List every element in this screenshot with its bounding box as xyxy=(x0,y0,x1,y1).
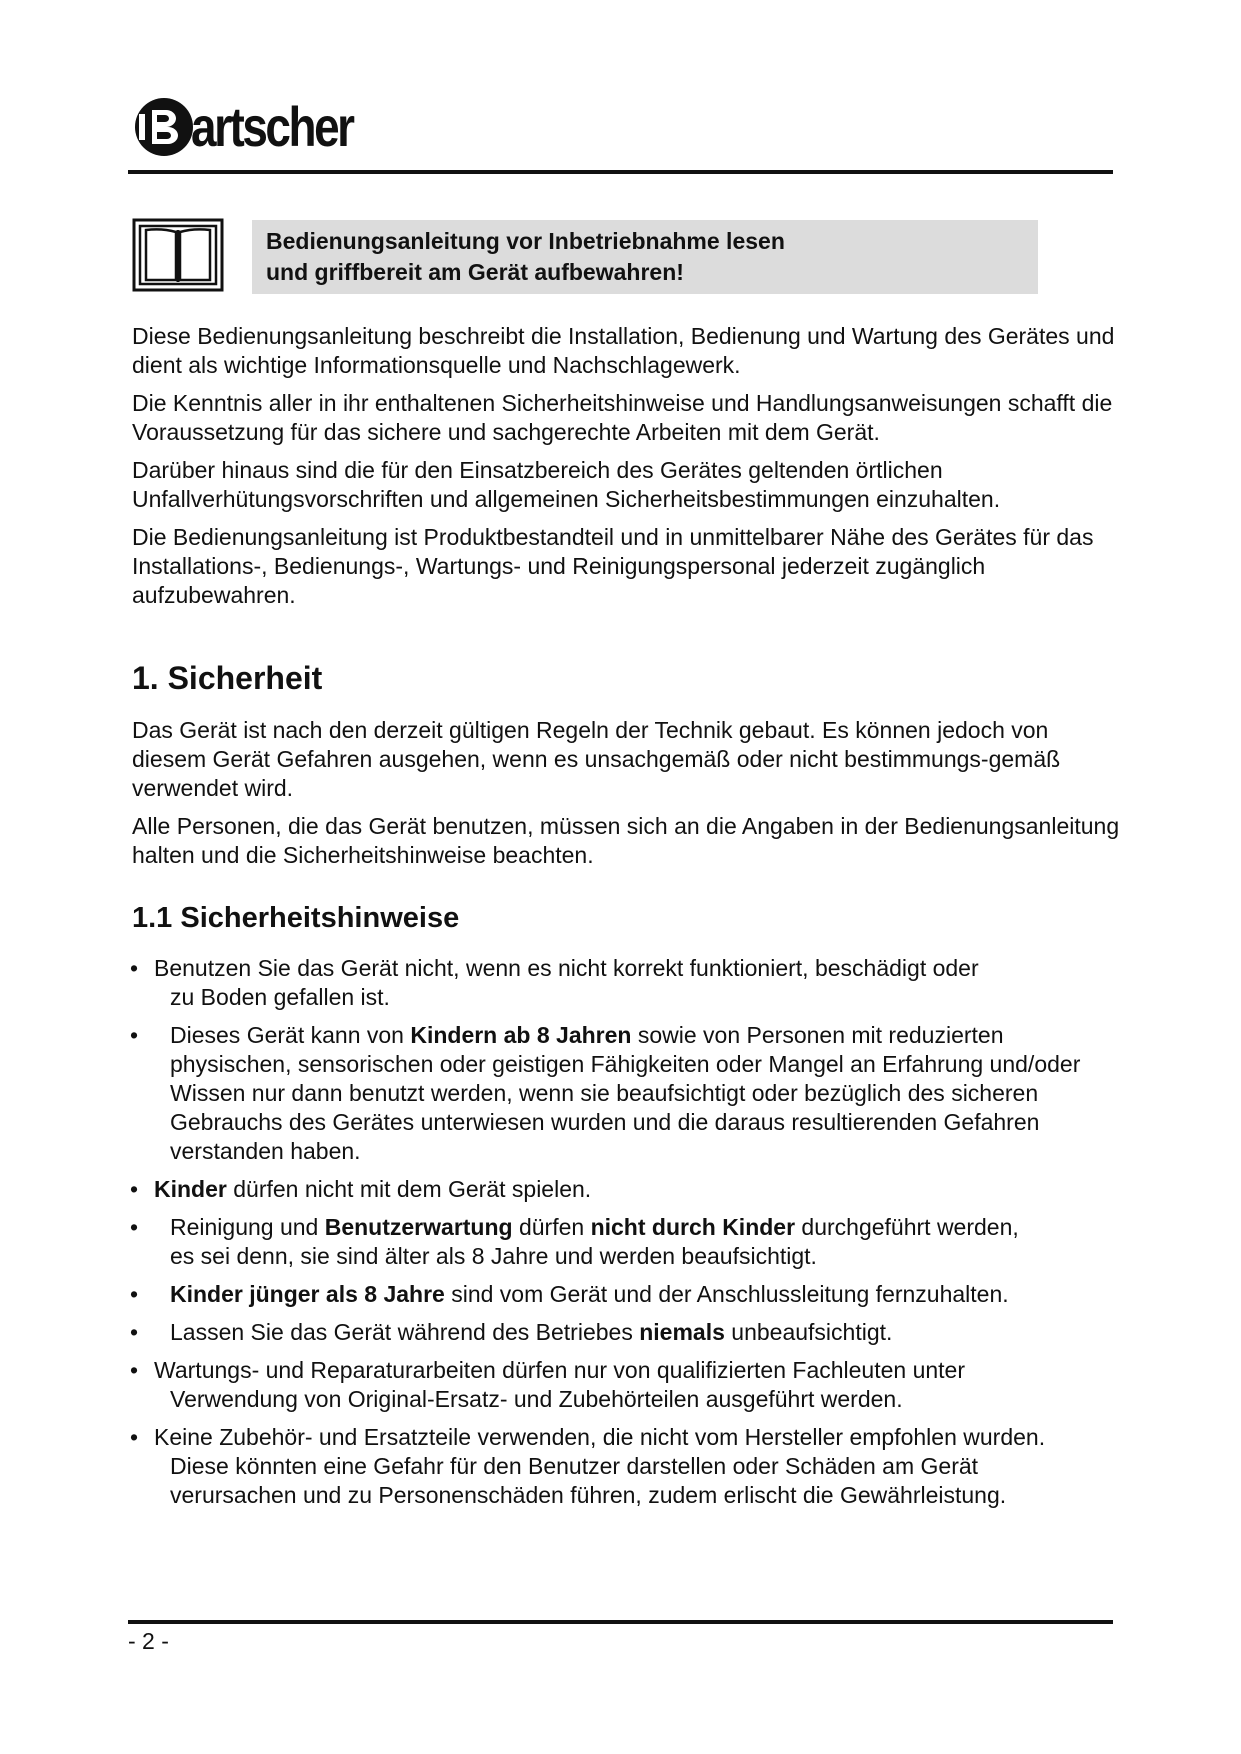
bullet-text: physischen, sensorischen oder geistigen Fähigkeiten oder Mangel an Erfahrung und/oder Wissen nur dann benutzt werden, wenn sie beaufsichtigt oder bezüglich des sicheren Gebrauchs des Gerätes unterwiesen wurden und die daraus resultierenden Gefahren verstanden haben. xyxy=(170,1051,1081,1164)
list-item xyxy=(128,1356,1138,1414)
bullet-text: Lassen Sie das Gerät während des Betriebes niemals unbeaufsichtigt. xyxy=(170,1319,893,1345)
notice-line-2: und griffbereit am Gerät aufbewahren! xyxy=(266,259,684,285)
bullet-icon: • xyxy=(130,1319,139,1345)
bullet-text: Wartungs- und Reparaturarbeiten dürfen nur von qualifizierten Fachleuten unter xyxy=(154,1357,966,1383)
list-item xyxy=(128,954,1138,1012)
intro-paragraph: Diese Bedienungsanleitung beschreibt die Installation, Bedienung und Wartung des Gerätes und dient als wichtige Informationsquelle und Nachschlagewerk. xyxy=(132,323,1115,378)
intro-text xyxy=(132,322,1132,619)
list-item xyxy=(128,1021,1138,1166)
brand-wordmark: artscher xyxy=(191,95,353,158)
bullet-text: Reinigung und Benutzerwartung dürfen nicht durch Kinder durchgeführt werden, xyxy=(170,1214,1019,1240)
bullet-icon: • xyxy=(130,955,139,981)
notice-line-1: Bedienungsanleitung vor Inbetriebnahme lesen xyxy=(266,228,785,254)
bullet-text: Keine Zubehör- und Ersatzteile verwenden, die nicht vom Hersteller empfohlen wurden. xyxy=(154,1424,1046,1450)
list-item xyxy=(128,1423,1138,1510)
bullet-icon: • xyxy=(130,1281,139,1307)
safety-bullet-list xyxy=(128,954,1138,1519)
section1-paragraph: Alle Personen, die das Gerät benutzen, müssen sich an die Angaben in der Bedienungsanleitung halten und die Sicherheitshinweise beachten. xyxy=(132,813,1120,868)
bullet-text: Kinder jünger als 8 Jahre sind vom Gerät und der Anschlussleitung fernzuhalten. xyxy=(170,1281,1009,1307)
bullet-text: Benutzen Sie das Gerät nicht, wenn es nicht korrekt funktioniert, beschädigt oder xyxy=(154,955,979,981)
bullet-text: Diese könnten eine Gefahr für den Benutzer darstellen oder Schäden am Gerät verursachen und zu Personenschäden führen, zudem erlischt die Gewährleistung. xyxy=(170,1453,1007,1508)
intro-paragraph: Darüber hinaus sind die für den Einsatzbereich des Gerätes geltenden örtlichen Unfallverhütungsvorschriften und allgemeinen Sicherheitsbestimmungen einzuhalten. xyxy=(132,457,1001,512)
bullet-icon: • xyxy=(130,1022,139,1048)
section-heading: 1. Sicherheit xyxy=(132,660,323,696)
page-number: - 2 - xyxy=(128,1628,169,1654)
open-book-icon xyxy=(132,218,224,292)
bullet-text: Dieses Gerät kann von Kindern ab 8 Jahren sowie von Personen mit reduzierten xyxy=(170,1022,1004,1048)
bartscher-logo-mark-icon xyxy=(133,96,195,158)
intro-paragraph: Die Kenntnis aller in ihr enthaltenen Sicherheitshinweise und Handlungsanweisungen schafft die Voraussetzung für das sichere und sachgerechte Arbeiten mit dem Gerät. xyxy=(132,390,1113,445)
section1-text xyxy=(132,716,1122,879)
list-item xyxy=(128,1213,1138,1271)
read-manual-notice xyxy=(252,220,1038,294)
subsection-heading: 1.1 Sicherheitshinweise xyxy=(132,902,460,934)
section1-paragraph: Das Gerät ist nach den derzeit gültigen Regeln der Technik gebaut. Es können jedoch von diesem Gerät Gefahren ausgehen, wenn es unsachgemäß oder nicht bestimmungs-gemäß verwendet wird. xyxy=(132,717,1061,801)
bullet-icon: • xyxy=(130,1424,139,1450)
list-item xyxy=(128,1175,1138,1204)
bullet-text: zu Boden gefallen ist. xyxy=(170,984,390,1010)
brand-logo xyxy=(133,92,388,162)
bullet-text: Kinder dürfen nicht mit dem Gerät spielen. xyxy=(154,1176,592,1202)
footer-rule xyxy=(128,1620,1113,1624)
header-rule xyxy=(128,170,1113,174)
bullet-text: Verwendung von Original-Ersatz- und Zubehörteilen ausgeführt werden. xyxy=(170,1386,903,1412)
bullet-icon: • xyxy=(130,1176,139,1202)
list-item xyxy=(128,1280,1138,1309)
intro-paragraph: Die Bedienungsanleitung ist Produktbestandteil und in unmittelbarer Nähe des Gerätes für das Installations-, Bedienungs-, Wartungs- und Reinigungspersonal jederzeit zugänglich aufzubewahren. xyxy=(132,524,1094,608)
list-item xyxy=(128,1318,1138,1347)
bullet-icon: • xyxy=(130,1357,139,1383)
bullet-icon: • xyxy=(130,1214,139,1240)
bullet-text: es sei denn, sie sind älter als 8 Jahre und werden beaufsichtigt. xyxy=(170,1243,817,1269)
